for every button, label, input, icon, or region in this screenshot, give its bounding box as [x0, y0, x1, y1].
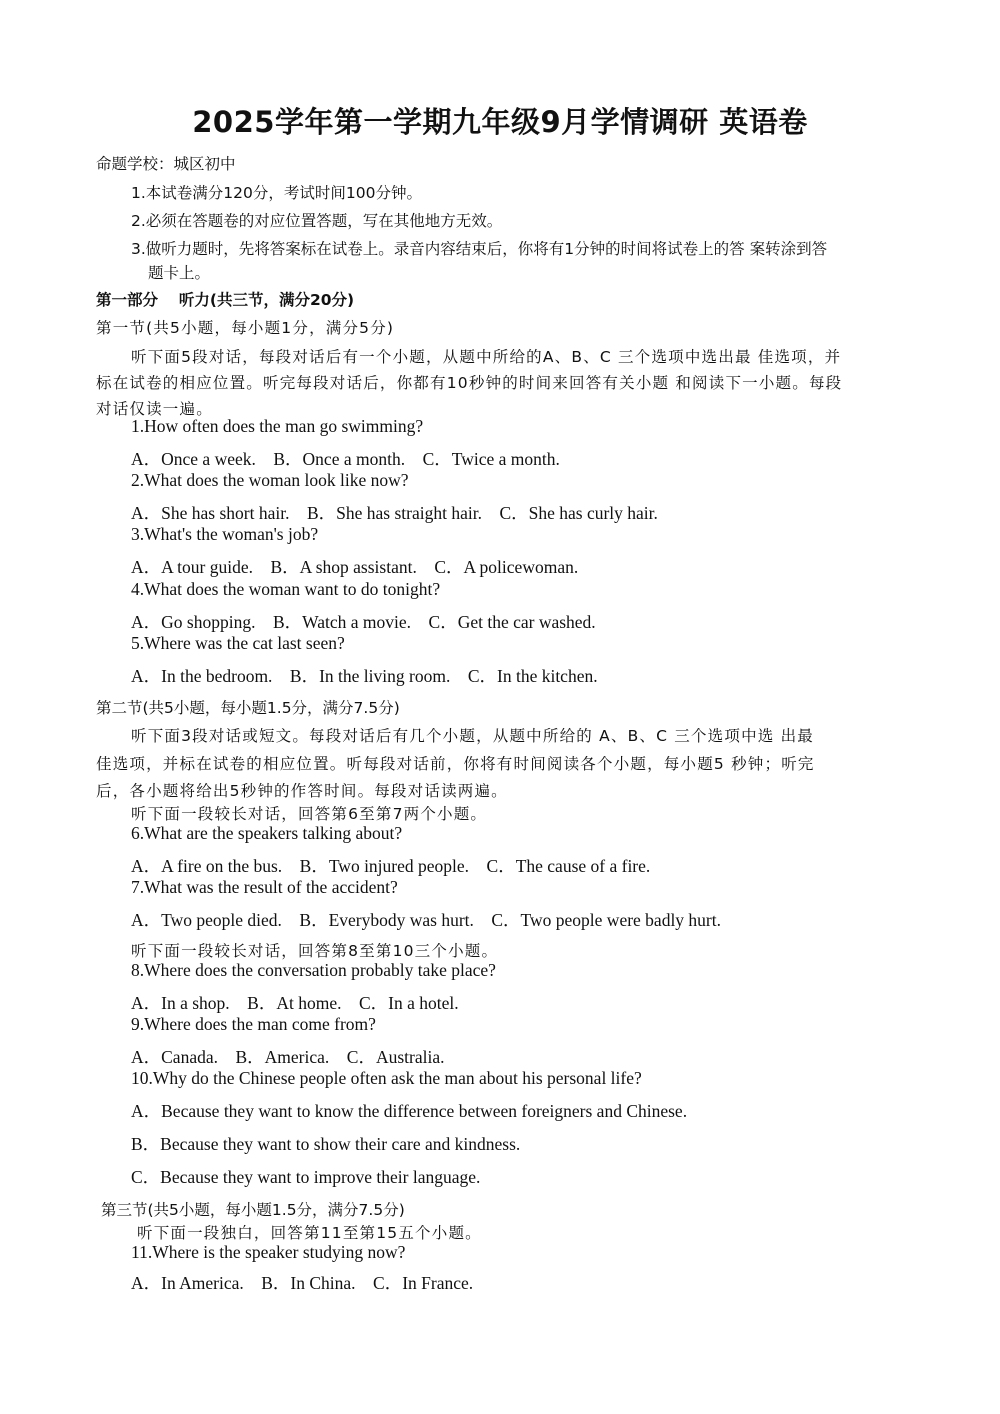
question-11: 11.Where is the speaker studying now?: [131, 1242, 406, 1262]
question-1-options: A．Once a week. B．Once a month. C．Twice a month.: [131, 449, 560, 469]
question-10: 10.Why do the Chinese people often ask the man about his personal life?: [131, 1068, 642, 1088]
question-8-options: A．In a shop. B．At home. C．In a hotel.: [131, 993, 459, 1013]
school-line: 命题学校：城区初中: [96, 155, 236, 173]
section2-instruction-3: 后，各小题将给出5秒钟的作答时间。每段对话读两遍。: [96, 782, 508, 800]
section1-instruction-1: 听下面5段对话，每段对话后有一个小题，从题中所给的A、B、C 三个选项中选出最 佳选项，并: [131, 348, 842, 366]
note-3-cont: 题卡上。: [148, 264, 211, 282]
page-title: 2025学年第一学期九年级9月学情调研 英语卷: [192, 105, 808, 139]
section1-instruction-2: 标在试卷的相应位置。听完每段对话后，你都有10秒钟的时间来回答有关小题 和阅读下一小题。每段: [96, 374, 843, 392]
question-11-options: A．In America. B．In China. C．In France.: [131, 1273, 474, 1293]
question-8: 8.Where does the conversation probably take place?: [131, 960, 496, 980]
section2-prompt-2: 听下面一段较长对话，回答第8至第10三个小题。: [131, 942, 499, 960]
question-10-option-b: B．Because they want to show their care and kindness.: [131, 1134, 521, 1154]
question-3-options: A．A tour guide. B．A shop assistant. C．A policewoman.: [131, 557, 579, 577]
question-7-options: A．Two people died. B．Everybody was hurt. C．Two people were badly hurt.: [131, 910, 722, 930]
section1-heading: 第一节(共5小题，每小题1分，满分5分): [96, 319, 395, 337]
note-3: 3.做听力题时，先将答案标在试卷上。录音内容结束后，你将有1分钟的时间将试卷上的答 案转涂到答: [131, 240, 828, 258]
section2-instruction-2: 佳选项，并标在试卷的相应位置。听每段对话前，你将有时间阅读各个小题，每小题5 秒钟；听完: [96, 755, 815, 773]
question-4-options: A．Go shopping. B．Watch a movie. C．Get the car washed.: [131, 612, 596, 632]
question-7: 7.What was the result of the accident?: [131, 877, 398, 897]
note-1: 1.本试卷满分120分，考试时间100分钟。: [131, 184, 422, 202]
section2-instruction-1: 听下面3段对话或短文。每段对话后有几个小题，从题中所给的 A、B、C 三个选项中选 出最: [131, 727, 815, 745]
question-6: 6.What are the speakers talking about?: [131, 823, 403, 843]
question-1: 1.How often does the man go swimming?: [131, 416, 424, 436]
part1-heading: 第一部分 听力(共三节，满分20分): [96, 291, 355, 309]
question-2: 2.What does the woman look like now?: [131, 470, 409, 490]
note-2: 2.必须在答题卷的对应位置答题，写在其他地方无效。: [131, 212, 503, 230]
question-6-options: A．A fire on the bus. B．Two injured people. C．The cause of a fire.: [131, 856, 651, 876]
question-4: 4.What does the woman want to do tonight?: [131, 579, 441, 599]
question-5: 5.Where was the cat last seen?: [131, 633, 345, 653]
question-5-options: A．In the bedroom. B．In the living room. C．In the kitchen.: [131, 666, 598, 686]
section3-prompt: 听下面一段独白，回答第11至第15五个小题。: [137, 1224, 482, 1242]
section2-prompt-1: 听下面一段较长对话，回答第6至第7两个小题。: [131, 805, 488, 823]
question-2-options: A．She has short hair. B．She has straight hair. C．She has curly hair.: [131, 503, 658, 523]
section3-heading: 第三节(共5小题，每小题1.5分，满分7.5分): [101, 1201, 405, 1219]
question-9-options: A．Canada. B．America. C．Australia.: [131, 1047, 445, 1067]
question-9: 9.Where does the man come from?: [131, 1014, 376, 1034]
section2-heading: 第二节(共5小题，每小题1.5分，满分7.5分): [96, 699, 400, 717]
question-10-option-a: A．Because they want to know the difference between foreigners and Chinese.: [131, 1101, 688, 1121]
section1-instruction-3: 对话仅读一遍。: [96, 400, 213, 418]
question-3: 3.What's the woman's job?: [131, 524, 319, 544]
question-10-option-c: C．Because they want to improve their language.: [131, 1167, 481, 1187]
